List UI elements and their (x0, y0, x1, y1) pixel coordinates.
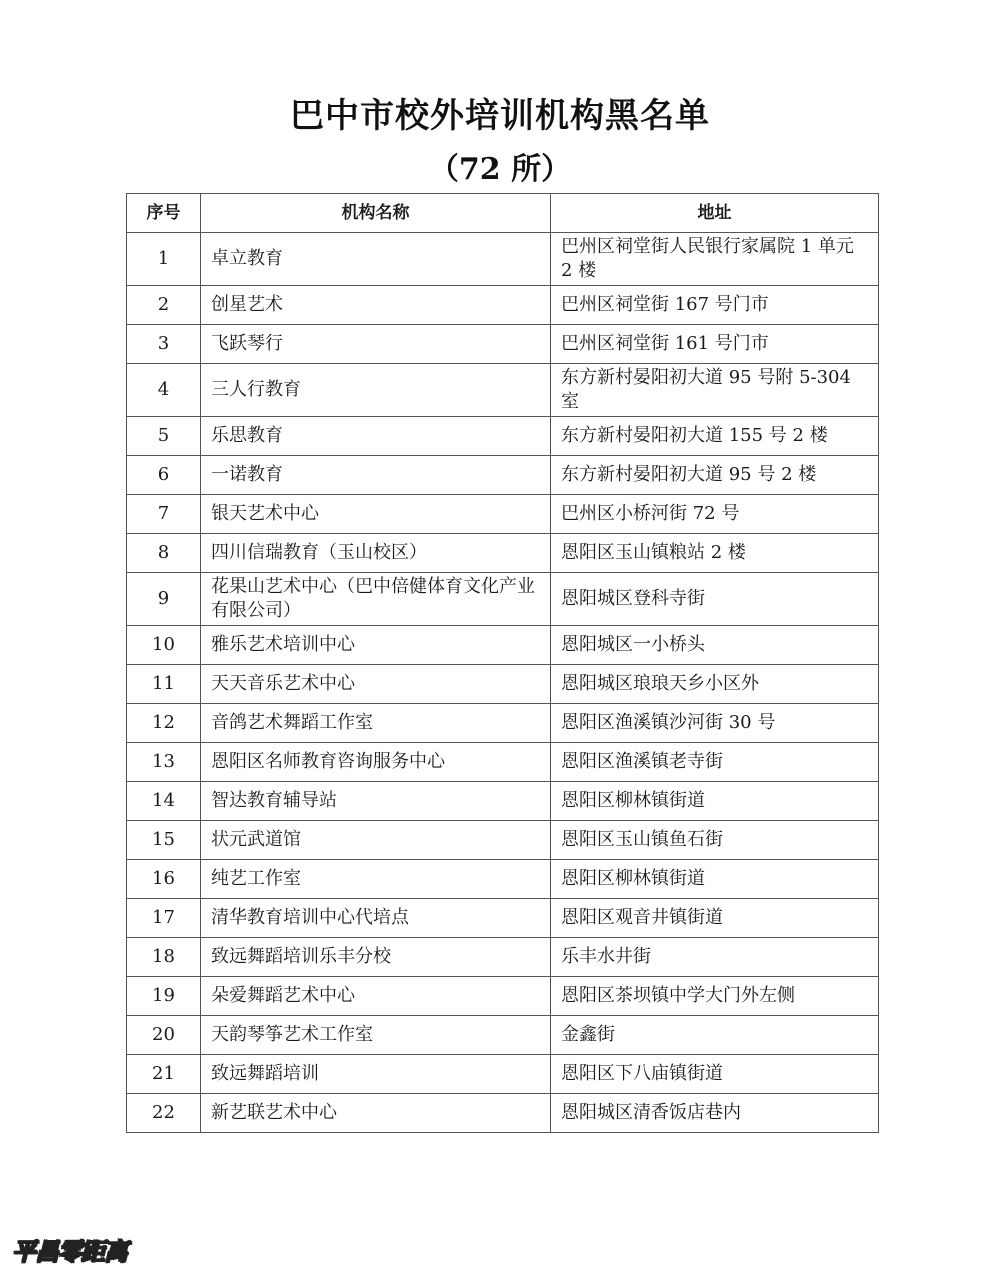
institution-name: 音鸽艺术舞蹈工作室 (201, 704, 551, 743)
institution-name: 纯艺工作室 (201, 860, 551, 899)
row-number: 20 (127, 1016, 201, 1055)
row-number: 4 (127, 364, 201, 417)
header-address: 地址 (551, 194, 879, 233)
table-row (127, 495, 879, 534)
institution-address: 恩阳区渔溪镇沙河街 30 号 (551, 704, 879, 743)
institution-name: 致远舞蹈培训 (201, 1055, 551, 1094)
table-row (127, 325, 879, 364)
institution-address: 巴州区祠堂街 167 号门市 (551, 286, 879, 325)
institution-name: 银天艺术中心 (201, 495, 551, 534)
institution-address: 恩阳区柳林镇街道 (551, 860, 879, 899)
institution-name: 状元武道馆 (201, 821, 551, 860)
row-number: 22 (127, 1094, 201, 1133)
institution-address: 恩阳城区一小桥头 (551, 626, 879, 665)
institution-address: 巴州区祠堂街 161 号门市 (551, 325, 879, 364)
row-number: 10 (127, 626, 201, 665)
institution-name: 三人行教育 (201, 364, 551, 417)
institution-address: 恩阳区柳林镇街道 (551, 782, 879, 821)
document-subtitle: （72 所） (428, 152, 572, 187)
table-row (127, 1094, 879, 1133)
watermark-logo: 平昌零距离 (12, 1238, 127, 1266)
institution-name: 朵爱舞蹈艺术中心 (201, 977, 551, 1016)
row-number: 17 (127, 899, 201, 938)
table-row (127, 286, 879, 325)
table-row (127, 1055, 879, 1094)
table-row (127, 860, 879, 899)
table-row (127, 743, 879, 782)
institution-address: 恩阳区茶坝镇中学大门外左侧 (551, 977, 879, 1016)
institution-address: 恩阳区渔溪镇老寺街 (551, 743, 879, 782)
table-row (127, 417, 879, 456)
table-row (127, 573, 879, 626)
institution-address: 东方新村晏阳初大道 155 号 2 楼 (551, 417, 879, 456)
row-number: 16 (127, 860, 201, 899)
institution-name: 恩阳区名师教育咨询服务中心 (201, 743, 551, 782)
table-row (127, 626, 879, 665)
row-number: 1 (127, 233, 201, 286)
row-number: 21 (127, 1055, 201, 1094)
row-number: 14 (127, 782, 201, 821)
table-row (127, 782, 879, 821)
table-row (127, 456, 879, 495)
table-row (127, 665, 879, 704)
institution-address: 恩阳区下八庙镇街道 (551, 1055, 879, 1094)
table-row (127, 233, 879, 286)
institution-address: 恩阳区观音井镇街道 (551, 899, 879, 938)
institution-address: 恩阳城区登科寺街 (551, 573, 879, 626)
institution-name: 卓立教育 (201, 233, 551, 286)
institution-address: 巴州区祠堂街人民银行家属院 1 单元 2 楼 (551, 233, 879, 286)
institution-address: 东方新村晏阳初大道 95 号 2 楼 (551, 456, 879, 495)
institution-name: 天天音乐艺术中心 (201, 665, 551, 704)
institution-name: 天韵琴筝艺术工作室 (201, 1016, 551, 1055)
table-row (127, 821, 879, 860)
row-number: 8 (127, 534, 201, 573)
row-number: 13 (127, 743, 201, 782)
table-row (127, 977, 879, 1016)
table-row (127, 364, 879, 417)
row-number: 6 (127, 456, 201, 495)
row-number: 2 (127, 286, 201, 325)
row-number: 9 (127, 573, 201, 626)
row-number: 7 (127, 495, 201, 534)
table-row (127, 938, 879, 977)
institution-address: 乐丰水井街 (551, 938, 879, 977)
institution-name: 智达教育辅导站 (201, 782, 551, 821)
row-number: 5 (127, 417, 201, 456)
document-title: 巴中市校外培训机构黑名单 (290, 96, 710, 136)
institution-name: 一诺教育 (201, 456, 551, 495)
header-institution-name: 机构名称 (201, 194, 551, 233)
row-number: 18 (127, 938, 201, 977)
table-row (127, 1016, 879, 1055)
institution-name: 清华教育培训中心代培点 (201, 899, 551, 938)
row-number: 12 (127, 704, 201, 743)
row-number: 3 (127, 325, 201, 364)
institution-address: 恩阳城区清香饭店巷内 (551, 1094, 879, 1133)
row-number: 11 (127, 665, 201, 704)
table-row (127, 899, 879, 938)
row-number: 19 (127, 977, 201, 1016)
row-number: 15 (127, 821, 201, 860)
header-serial-number: 序号 (127, 194, 201, 233)
blacklist-table (126, 193, 879, 1133)
table-header-row (127, 194, 879, 233)
institution-name: 乐思教育 (201, 417, 551, 456)
institution-name: 花果山艺术中心（巴中倍健体育文化产业有限公司） (201, 573, 551, 626)
institution-address: 金鑫街 (551, 1016, 879, 1055)
institution-name: 创星艺术 (201, 286, 551, 325)
institution-address: 恩阳城区琅琅天乡小区外 (551, 665, 879, 704)
institution-name: 新艺联艺术中心 (201, 1094, 551, 1133)
institution-name: 四川信瑞教育（玉山校区） (201, 534, 551, 573)
institution-name: 雅乐艺术培训中心 (201, 626, 551, 665)
institution-address: 东方新村晏阳初大道 95 号附 5-304 室 (551, 364, 879, 417)
institution-address: 恩阳区玉山镇粮站 2 楼 (551, 534, 879, 573)
institution-address: 恩阳区玉山镇鱼石街 (551, 821, 879, 860)
table-row (127, 534, 879, 573)
institution-name: 致远舞蹈培训乐丰分校 (201, 938, 551, 977)
table-row (127, 704, 879, 743)
institution-address: 巴州区小桥河街 72 号 (551, 495, 879, 534)
institution-name: 飞跃琴行 (201, 325, 551, 364)
